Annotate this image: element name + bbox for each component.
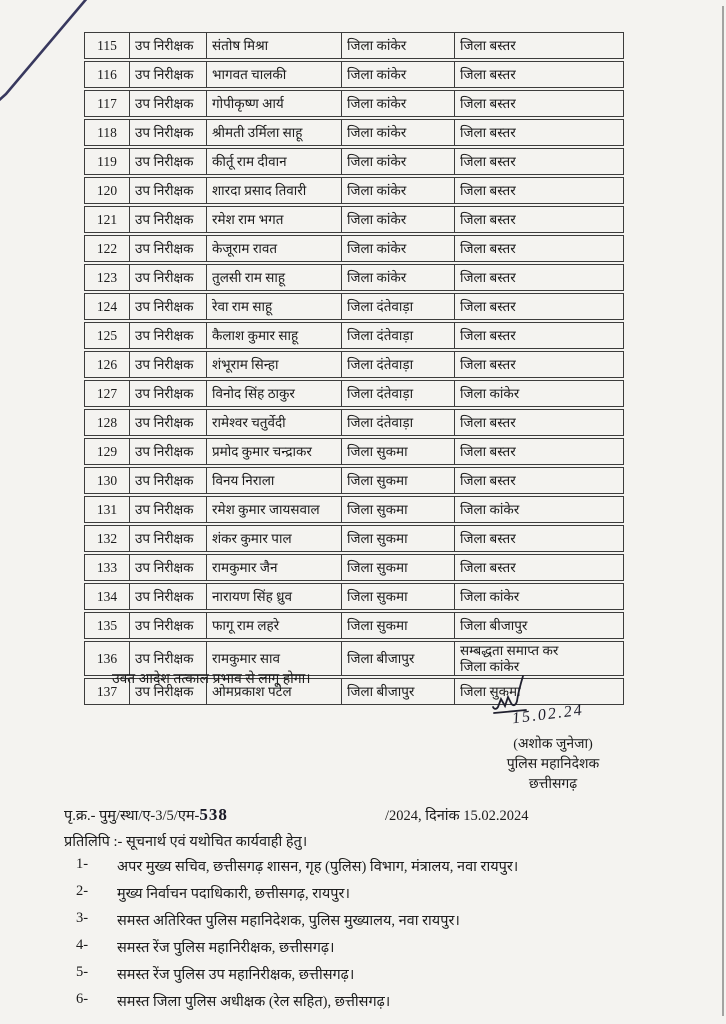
table-row bbox=[84, 206, 624, 233]
cell-from-district: जिला दंतेवाड़ा bbox=[341, 322, 454, 349]
table-row bbox=[84, 61, 624, 88]
cell-from-district: जिला सुकमा bbox=[341, 496, 454, 523]
table-row bbox=[84, 322, 624, 349]
cell-officer-name: कीर्तू राम दीवान bbox=[206, 148, 341, 175]
cell-officer-name: शारदा प्रसाद तिवारी bbox=[206, 177, 341, 204]
cell-designation: उप निरीक्षक bbox=[129, 525, 206, 552]
cell-to-district: जिला सुकमा bbox=[454, 678, 624, 705]
table-row bbox=[84, 554, 624, 581]
cell-serial-number: 135 bbox=[84, 612, 129, 639]
cell-officer-name: शंभूराम सिन्हा bbox=[206, 351, 341, 378]
reference-prefix: पृ.क्र.- पुमु/स्था/ए-3/5/एम- bbox=[64, 808, 200, 824]
cell-serial-number: 126 bbox=[84, 351, 129, 378]
cell-designation: उप निरीक्षक bbox=[129, 206, 206, 233]
table-row bbox=[84, 351, 624, 378]
signatory-state: छत्तीसगढ़ bbox=[528, 777, 578, 792]
cell-to-district: जिला कांकेर bbox=[454, 380, 624, 407]
reference-number-line bbox=[64, 805, 228, 825]
table-row bbox=[84, 177, 624, 204]
transfer-table bbox=[84, 30, 624, 707]
table-row bbox=[84, 235, 624, 262]
cell-officer-name: प्रमोद कुमार चन्द्राकर bbox=[206, 438, 341, 465]
cell-from-district: जिला बीजापुर bbox=[341, 641, 454, 676]
cell-from-district: जिला कांकेर bbox=[341, 148, 454, 175]
cell-designation: उप निरीक्षक bbox=[129, 554, 206, 581]
table-row bbox=[84, 380, 624, 407]
reference-handwritten-number: 538 bbox=[199, 805, 228, 824]
cell-designation: उप निरीक्षक bbox=[129, 177, 206, 204]
copy-item-number: 6- bbox=[76, 991, 89, 1007]
cell-officer-name: विनय निराला bbox=[206, 467, 341, 494]
cell-officer-name: गोपीकृष्ण आर्य bbox=[206, 90, 341, 117]
cell-designation: उप निरीक्षक bbox=[129, 32, 206, 59]
cell-to-district: जिला बस्तर bbox=[454, 61, 624, 88]
transfer-table-body bbox=[84, 32, 624, 705]
cell-designation: उप निरीक्षक bbox=[129, 612, 206, 639]
cell-designation: उप निरीक्षक bbox=[129, 148, 206, 175]
cell-from-district: जिला कांकेर bbox=[341, 206, 454, 233]
cell-serial-number: 132 bbox=[84, 525, 129, 552]
cell-designation: उप निरीक्षक bbox=[129, 90, 206, 117]
cell-from-district: जिला कांकेर bbox=[341, 119, 454, 146]
cell-to-district: जिला बस्तर bbox=[454, 322, 624, 349]
table-row bbox=[84, 264, 624, 291]
cell-designation: उप निरीक्षक bbox=[129, 61, 206, 88]
cell-to-district: जिला बस्तर bbox=[454, 177, 624, 204]
copy-list-item bbox=[76, 937, 518, 964]
cell-serial-number: 121 bbox=[84, 206, 129, 233]
cell-officer-name: श्रीमती उर्मिला साहू bbox=[206, 119, 341, 146]
copy-item-text: समस्त जिला पुलिस अधीक्षक (रेल सहित), छत्तीसगढ़। bbox=[117, 994, 391, 1010]
cell-serial-number: 130 bbox=[84, 467, 129, 494]
cell-designation: उप निरीक्षक bbox=[129, 438, 206, 465]
cell-from-district: जिला सुकमा bbox=[341, 525, 454, 552]
copy-item-text: मुख्य निर्वाचन पदाधिकारी, छत्तीसगढ़, रायपुर। bbox=[117, 886, 350, 902]
cell-officer-name: रामेश्वर चतुर्वेदी bbox=[206, 409, 341, 436]
cell-officer-name: विनोद सिंह ठाकुर bbox=[206, 380, 341, 407]
cell-to-district: जिला बस्तर bbox=[454, 32, 624, 59]
cell-designation: उप निरीक्षक bbox=[129, 119, 206, 146]
cell-from-district: जिला दंतेवाड़ा bbox=[341, 409, 454, 436]
cell-designation: उप निरीक्षक bbox=[129, 496, 206, 523]
table-row bbox=[84, 293, 624, 320]
cell-serial-number: 119 bbox=[84, 148, 129, 175]
cell-to-district: जिला बस्तर bbox=[454, 235, 624, 262]
cell-serial-number: 118 bbox=[84, 119, 129, 146]
cell-from-district: जिला कांकेर bbox=[341, 90, 454, 117]
cell-to-district: जिला बस्तर bbox=[454, 554, 624, 581]
cell-designation: उप निरीक्षक bbox=[129, 235, 206, 262]
order-effective-note: उक्त आदेश तत्काल प्रभाव से लागू होगा। bbox=[112, 672, 311, 687]
table-row bbox=[84, 583, 624, 610]
cell-from-district: जिला दंतेवाड़ा bbox=[341, 351, 454, 378]
cell-designation: उप निरीक्षक bbox=[129, 409, 206, 436]
cell-serial-number: 131 bbox=[84, 496, 129, 523]
cell-from-district: जिला कांकेर bbox=[341, 235, 454, 262]
copy-item-number: 5- bbox=[76, 964, 89, 980]
cell-to-district: जिला बस्तर bbox=[454, 525, 624, 552]
cell-from-district: जिला कांकेर bbox=[341, 177, 454, 204]
cell-to-district: जिला कांकेर bbox=[454, 583, 624, 610]
cell-officer-name: नारायण सिंह ध्रुव bbox=[206, 583, 341, 610]
cell-to-district: जिला बस्तर bbox=[454, 264, 624, 291]
cell-to-district: जिला बीजापुर bbox=[454, 612, 624, 639]
cell-from-district: जिला कांकेर bbox=[341, 61, 454, 88]
cell-to-district: जिला बस्तर bbox=[454, 409, 624, 436]
cell-to-district: जिला कांकेर bbox=[454, 496, 624, 523]
copy-to-heading: प्रतिलिपि :- सूचनार्थ एवं यथोचित कार्यवाही हेतु। bbox=[64, 834, 308, 850]
scan-page-edge bbox=[722, 6, 724, 1016]
cell-officer-name: रमेश राम भगत bbox=[206, 206, 341, 233]
table-row bbox=[84, 525, 624, 552]
cell-from-district: जिला कांकेर bbox=[341, 264, 454, 291]
copy-item-text: समस्त अतिरिक्त पुलिस महानिदेशक, पुलिस मुख्यालय, नवा रायपुर। bbox=[117, 913, 460, 929]
cell-designation: उप निरीक्षक bbox=[129, 583, 206, 610]
copy-item-number: 3- bbox=[76, 910, 89, 926]
cell-to-district: जिला बस्तर bbox=[454, 467, 624, 494]
table-row bbox=[84, 467, 624, 494]
cell-serial-number: 123 bbox=[84, 264, 129, 291]
copy-list-item bbox=[76, 883, 518, 910]
cell-from-district: जिला सुकमा bbox=[341, 438, 454, 465]
copy-list-item bbox=[76, 991, 518, 1018]
cell-designation: उप निरीक्षक bbox=[129, 641, 206, 676]
cell-from-district: जिला सुकमा bbox=[341, 467, 454, 494]
copy-item-text: समस्त रेंज पुलिस महानिरीक्षक, छत्तीसगढ़। bbox=[117, 940, 335, 956]
table-row bbox=[84, 119, 624, 146]
signatory-designation: पुलिस महानिदेशक bbox=[506, 757, 600, 772]
cell-designation: उप निरीक्षक bbox=[129, 322, 206, 349]
cell-from-district: जिला सुकमा bbox=[341, 554, 454, 581]
cell-designation: उप निरीक्षक bbox=[129, 293, 206, 320]
cell-to-district: जिला बस्तर bbox=[454, 119, 624, 146]
cell-serial-number: 137 bbox=[84, 678, 129, 705]
cell-to-district: जिला बस्तर bbox=[454, 293, 624, 320]
table-row bbox=[84, 90, 624, 117]
reference-date: /2024, दिनांक 15.02.2024 bbox=[385, 808, 529, 824]
copy-to-list bbox=[76, 856, 518, 1018]
cell-serial-number: 129 bbox=[84, 438, 129, 465]
cell-officer-name: तुलसी राम साहू bbox=[206, 264, 341, 291]
cell-designation: उप निरीक्षक bbox=[129, 467, 206, 494]
cell-serial-number: 136 bbox=[84, 641, 129, 676]
cell-officer-name: कैलाश कुमार साहू bbox=[206, 322, 341, 349]
copy-list-item bbox=[76, 910, 518, 937]
cell-serial-number: 133 bbox=[84, 554, 129, 581]
cell-to-district: जिला बस्तर bbox=[454, 148, 624, 175]
cell-serial-number: 115 bbox=[84, 32, 129, 59]
cell-serial-number: 124 bbox=[84, 293, 129, 320]
copy-item-number: 2- bbox=[76, 883, 89, 899]
cell-serial-number: 117 bbox=[84, 90, 129, 117]
cell-to-district: जिला बस्तर bbox=[454, 90, 624, 117]
table-row bbox=[84, 438, 624, 465]
cell-to-district: सम्बद्धता समाप्त कर जिला कांकेर bbox=[454, 641, 624, 676]
cell-serial-number: 134 bbox=[84, 583, 129, 610]
cell-officer-name: केजूराम रावत bbox=[206, 235, 341, 262]
cell-to-district: जिला बस्तर bbox=[454, 351, 624, 378]
table-row bbox=[84, 612, 624, 639]
cell-serial-number: 116 bbox=[84, 61, 129, 88]
cell-to-district: जिला बस्तर bbox=[454, 206, 624, 233]
signature-handwritten-date: 15.02.24 bbox=[511, 701, 585, 728]
cell-to-district: जिला बस्तर bbox=[454, 438, 624, 465]
copy-item-text: अपर मुख्य सचिव, छत्तीसगढ़ शासन, गृह (पुलिस) विभाग, मंत्रालय, नवा रायपुर। bbox=[117, 859, 519, 875]
copy-item-number: 1- bbox=[76, 856, 89, 872]
copy-list-item bbox=[76, 856, 518, 883]
cell-serial-number: 122 bbox=[84, 235, 129, 262]
table-row bbox=[84, 409, 624, 436]
cell-officer-name: रमेश कुमार जायसवाल bbox=[206, 496, 341, 523]
cell-from-district: जिला सुकमा bbox=[341, 583, 454, 610]
cell-designation: उप निरीक्षक bbox=[129, 351, 206, 378]
cell-officer-name: रामकुमार जैन bbox=[206, 554, 341, 581]
signatory-name: (अशोक जुनेजा) bbox=[513, 737, 593, 752]
cell-from-district: जिला दंतेवाड़ा bbox=[341, 293, 454, 320]
table-row bbox=[84, 148, 624, 175]
cell-designation: उप निरीक्षक bbox=[129, 678, 206, 705]
cell-from-district: जिला कांकेर bbox=[341, 32, 454, 59]
cell-serial-number: 120 bbox=[84, 177, 129, 204]
cell-officer-name: रामकुमार साव bbox=[206, 641, 341, 676]
signatory-block bbox=[472, 735, 634, 795]
table-row bbox=[84, 32, 624, 59]
cell-officer-name: भागवत चालकी bbox=[206, 61, 341, 88]
cell-serial-number: 125 bbox=[84, 322, 129, 349]
cell-from-district: जिला बीजापुर bbox=[341, 678, 454, 705]
cell-officer-name: शंकर कुमार पाल bbox=[206, 525, 341, 552]
copy-item-number: 4- bbox=[76, 937, 89, 953]
table-row bbox=[84, 496, 624, 523]
copy-list-item bbox=[76, 964, 518, 991]
cell-officer-name: फागू राम लहरे bbox=[206, 612, 341, 639]
cell-designation: उप निरीक्षक bbox=[129, 264, 206, 291]
cell-officer-name: रेवा राम साहू bbox=[206, 293, 341, 320]
cell-serial-number: 127 bbox=[84, 380, 129, 407]
cell-from-district: जिला दंतेवाड़ा bbox=[341, 380, 454, 407]
cell-serial-number: 128 bbox=[84, 409, 129, 436]
copy-item-text: समस्त रेंज पुलिस उप महानिरीक्षक, छत्तीसगढ़। bbox=[117, 967, 355, 983]
cell-officer-name: संतोष मिश्रा bbox=[206, 32, 341, 59]
cell-officer-name: ओमप्रकाश पटेल bbox=[206, 678, 341, 705]
cell-designation: उप निरीक्षक bbox=[129, 380, 206, 407]
cell-from-district: जिला सुकमा bbox=[341, 612, 454, 639]
